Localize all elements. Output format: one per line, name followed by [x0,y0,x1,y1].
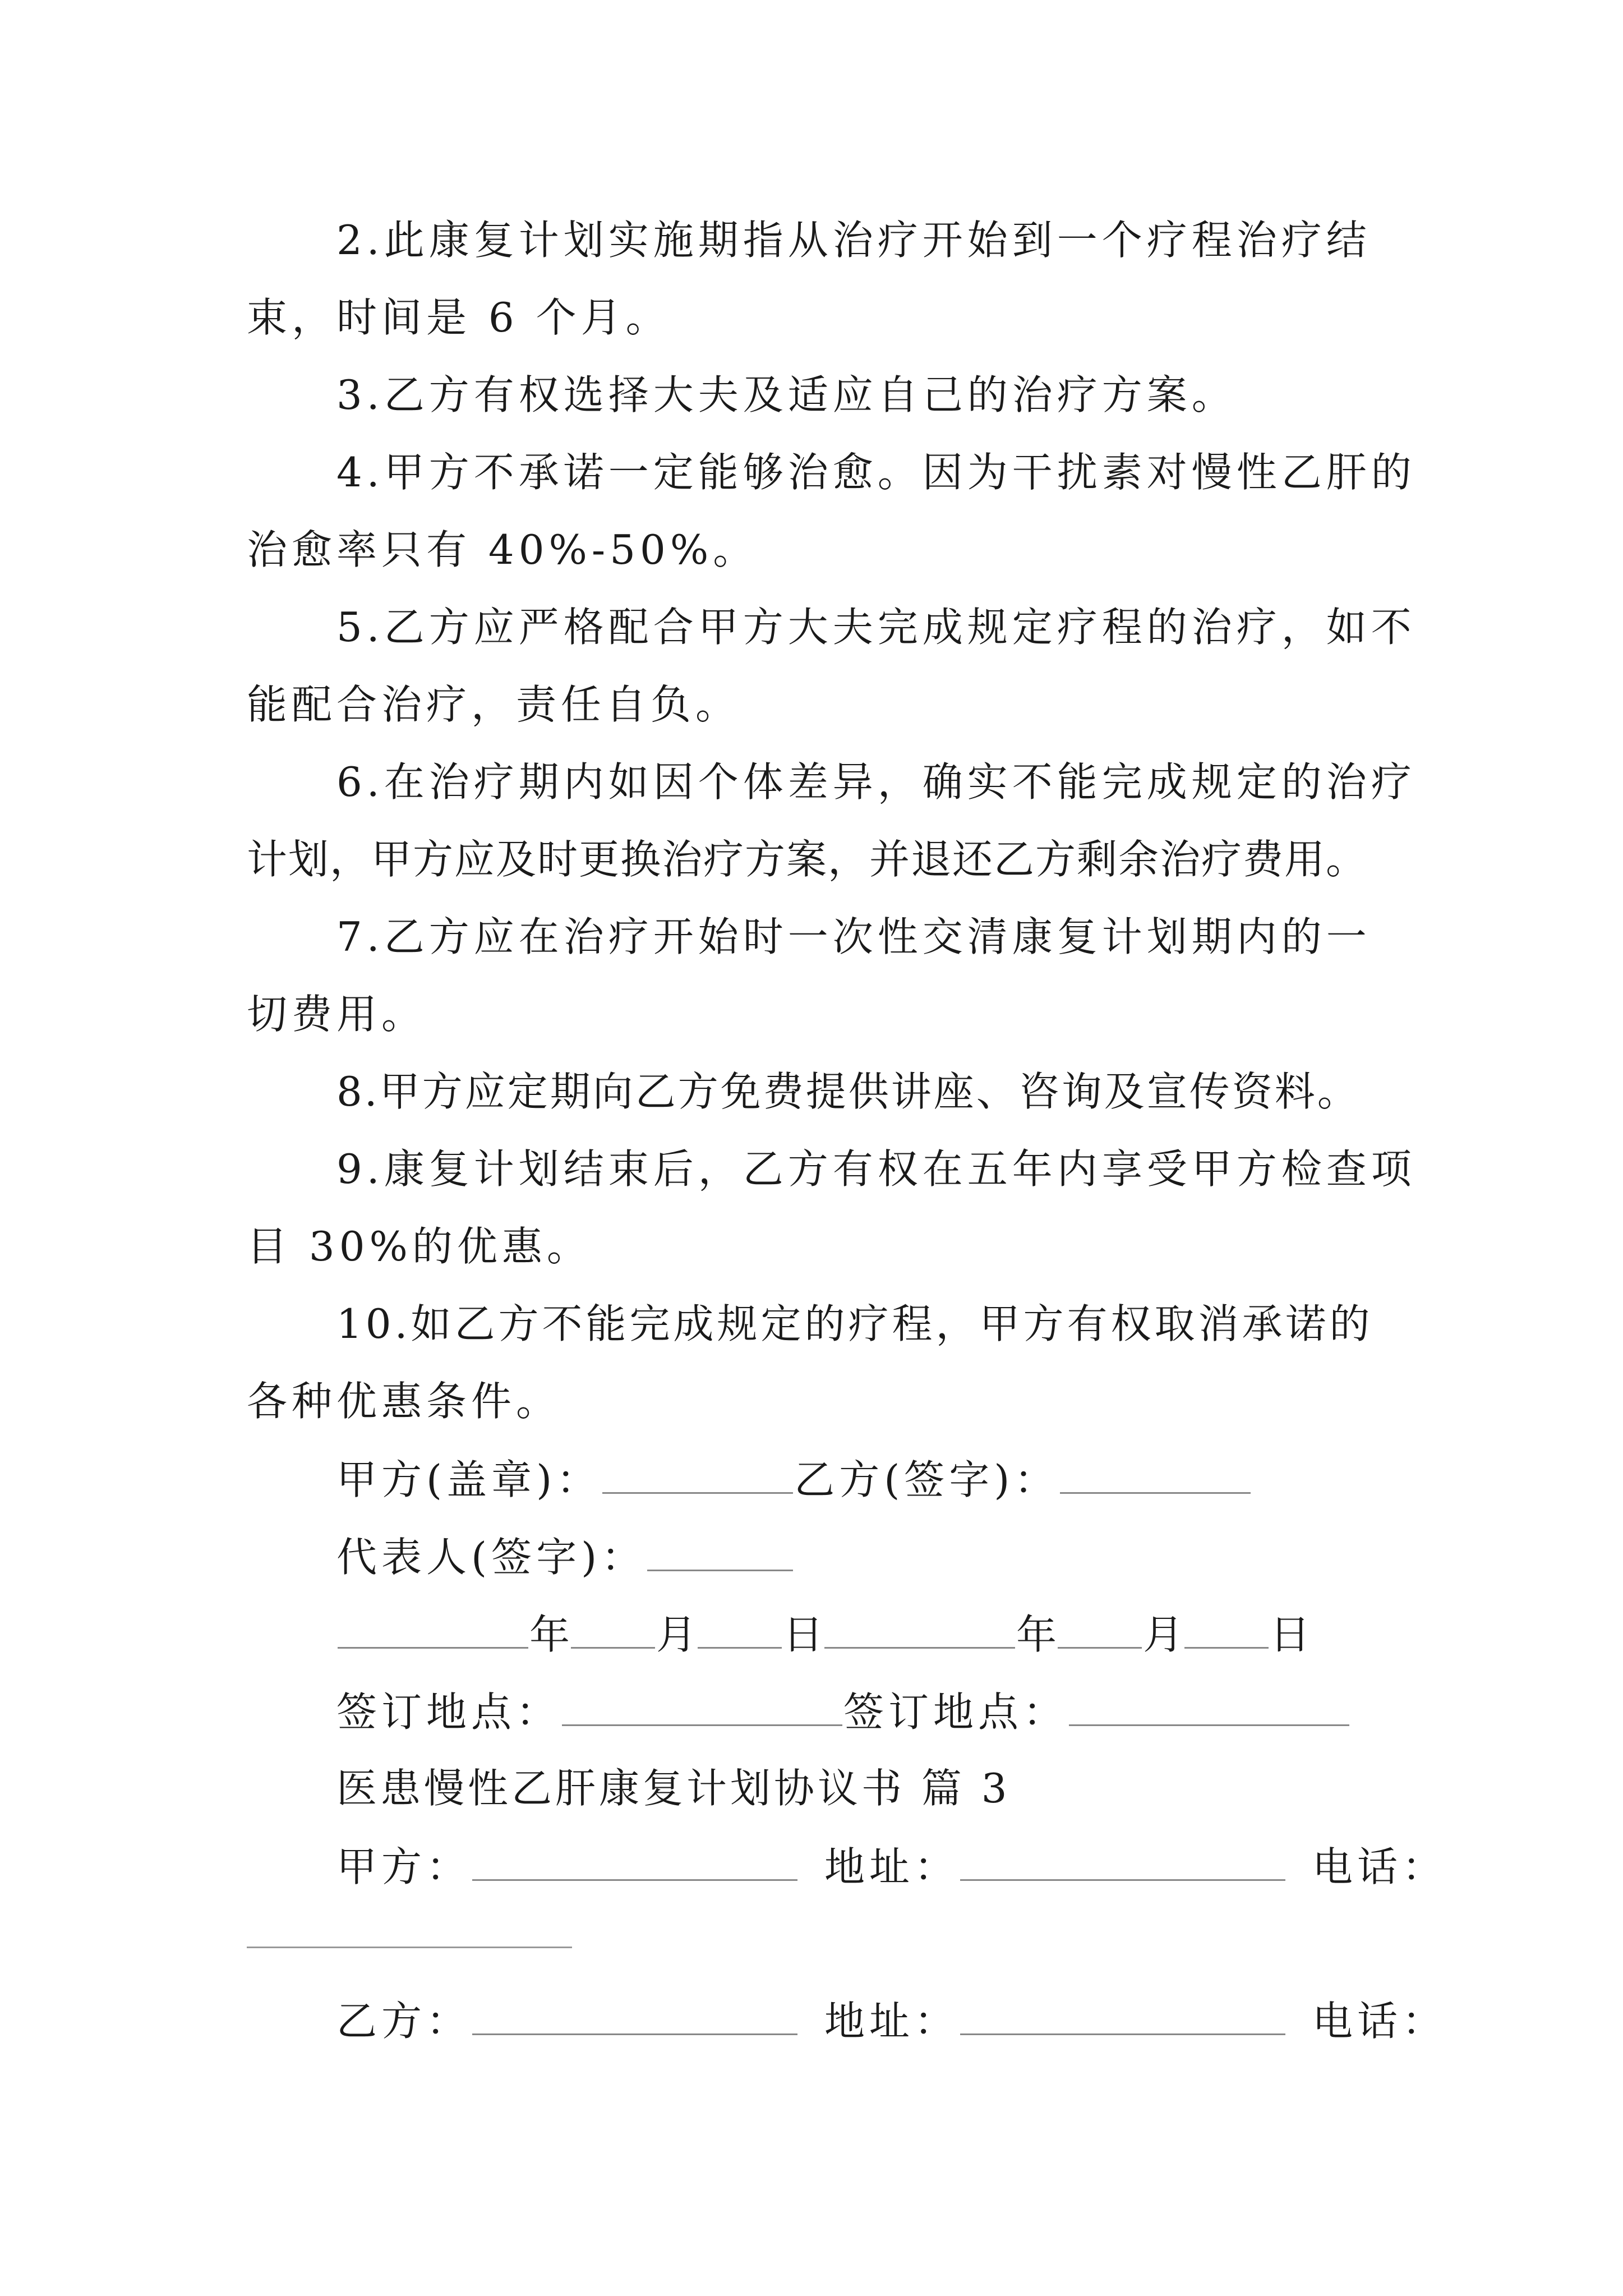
clause-10-line-1: 10.如乙方不能完成规定的疗程，甲方有权取消承诺的 [336,1300,1373,1347]
party-a-name-field[interactable] [472,1846,797,1881]
party-a-phone-label: 电话： [1312,1843,1447,1890]
clause-6-line-1: 6.在治疗期内如因个体差异，确实不能完成规定的治疗 [336,758,1416,806]
clause-9-line-1: 9.康复计划结束后，乙方有权在五年内享受甲方检查项 [336,1145,1416,1193]
clause-8-line-1: 8.甲方应定期向乙方免费提供讲座、咨询及宣传资料。 [336,1068,1360,1115]
party-a-phone-field[interactable] [247,1947,572,1948]
party-a-address-field[interactable] [960,1846,1285,1881]
date-a-day-field[interactable] [698,1613,782,1649]
clause-5-line-1: 5.乙方应严格配合甲方大夫完成规定疗程的治疗，如不 [336,604,1416,651]
clause-7-line-1: 7.乙方应在治疗开始时一次性交清康复计划期内的一 [336,913,1371,960]
date-a-month-field[interactable] [571,1613,655,1649]
clause-7-line-2: 切费用。 [247,991,427,1038]
section-title: 医患慢性乙肝康复计划协议书 篇 3 [336,1765,1011,1812]
party-a-row [336,1843,1447,1890]
clause-9-line-2: 目 30%的优惠。 [247,1223,592,1270]
date-b-month-field[interactable] [1058,1613,1142,1649]
party-a-address-label: 地址： [824,1843,960,1890]
clause-6-line-2: 计划，甲方应及时更换治疗方案，并退还乙方剩余治疗费用。 [247,836,1368,883]
representative-field[interactable] [647,1536,793,1571]
place-a-label: 签订地点： [336,1688,561,1736]
clause-4-line-2: 治愈率只有 40%-50%。 [247,526,758,573]
place-b-field[interactable] [1069,1691,1349,1726]
date-b-month-label: 月 [1143,1611,1184,1658]
date-row [336,1611,1311,1658]
party-b-label: 乙方： [336,1998,472,2045]
clause-2-line-1: 2.此康复计划实施期指从治疗开始到一个疗程治疗结 [336,217,1371,264]
place-row [336,1688,1350,1736]
party-b-sign-field[interactable] [1060,1458,1251,1494]
party-a-label: 甲方： [336,1843,472,1890]
clause-5-line-2: 能配合治疗，责任自负。 [247,681,741,728]
date-a-month-label: 月 [656,1611,697,1658]
party-a-seal-label: 甲方(盖章)： [336,1456,602,1503]
representative-label: 代表人(签字)： [336,1534,647,1581]
date-b-year-field[interactable] [824,1613,1015,1649]
party-b-name-field[interactable] [472,2000,797,2035]
party-b-row [336,1998,1447,2045]
clause-4-line-1: 4.甲方不承诺一定能够治愈。因为干扰素对慢性乙肝的 [336,449,1416,496]
date-b-year-label: 年 [1016,1611,1057,1658]
date-b-day-label: 日 [1270,1611,1311,1658]
party-a-seal-field[interactable] [602,1458,793,1494]
clause-2-line-2: 束，时间是 6 个月。 [247,294,671,341]
party-b-phone-label: 电话： [1312,1998,1447,2045]
party-b-address-field[interactable] [960,2000,1285,2035]
clause-3-line-1: 3.乙方有权选择大夫及适应自己的治疗方案。 [336,371,1237,418]
party-b-sign-label: 乙方(签字)： [794,1456,1059,1503]
place-a-field[interactable] [562,1691,842,1726]
signature-row [336,1456,1252,1503]
date-b-day-field[interactable] [1184,1613,1269,1649]
date-a-day-label: 日 [783,1611,824,1658]
representative-row [336,1534,794,1581]
place-b-label: 签订地点： [843,1688,1068,1736]
date-a-year-field[interactable] [338,1613,528,1649]
date-a-year-label: 年 [529,1611,570,1658]
party-b-address-label: 地址： [824,1998,960,2045]
clause-10-line-2: 各种优惠条件。 [247,1378,561,1425]
